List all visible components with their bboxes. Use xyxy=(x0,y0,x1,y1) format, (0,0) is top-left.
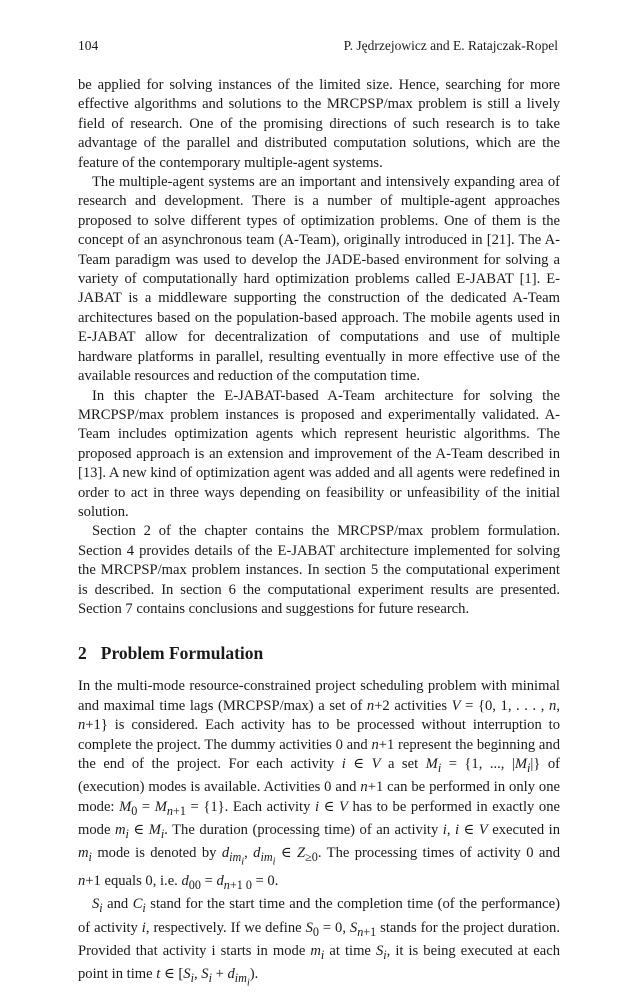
running-head-authors: P. Jędrzejowicz and E. Ratajczak-Ropel xyxy=(343,38,558,53)
paragraph: The multiple-agent systems are an important and intensively expanding area of research and development. There is a number of multiple-agent approaches proposed to solve different types of optimization problems. One of them is the concept of an asynchronous team (A-Team), originally introduced in [21]. The A-Team paradigm was used to develop the JADE-based environment for solving a variety of computationally hard optimization problems called E-JABAT [1]. E-JABAT is a middleware supporting the construction of the dedicated A-Team architectures based on the population-based approach. The mobile agents used in E-JABAT allow for decentralization of computations and use of multiple hardware platforms in parallel, resulting eventually in more effective use of the available resources and reduction of the computation time. xyxy=(78,174,560,385)
page-number: 104 xyxy=(78,38,99,53)
paragraph: Section 2 of the chapter contains the MRCPSP/max problem formulation. Section 4 provides details of the E-JABAT architecture implemented for solving the MRCPSP/max problem instances. In section 5 the computational experiment is described. In section 6 the computational experiment results are presented. Section 7 contains conclusions and suggestions for future research. xyxy=(78,523,560,617)
page-body xyxy=(78,76,560,993)
paragraph-start-completion: $S_i$ and $C_i$ stand for the start time and the completion time (of the performance) of activity i, respectively. If we define $S_0 = 0$, $S_{n+1}$ stands for the project duration. Provided that activity i starts in mode $m_i$ at time $S_i$, it is being executed at each point in time t ∈ [$S_i$, $S_i + d_{im_i}$). xyxy=(78,896,560,989)
page-header xyxy=(78,38,558,54)
paragraph: In this chapter the E-JABAT-based A-Team architecture for solving the MRCPSP/max problem instances is proposed and experimentally validated. A-Team includes optimization agents which represent heuristic algorithms. The proposed approach is an extension and improvement of the A-Team described in [13]. A new kind of optimization agent was added and all agents were redefined in order to act in three ways depending on feasibility or unfeasibility of the initial solution. xyxy=(78,387,560,520)
section-number: 2 xyxy=(78,643,87,664)
section-heading xyxy=(78,641,560,665)
paragraph: be applied for solving instances of the limited size. Hence, searching for more effective algorithms and solutions to the MRCPSP/max problem is still a lively field of research. One of the promising directions of such research is to take advantage of the parallel and distributed computation solutions, which are the feature of the contemporary multiple-agent systems. xyxy=(78,77,560,171)
paragraph-problem-definition: In the multi-mode resource-constrained project scheduling problem with minimal and maximal time lags (MRCPSP/max) a set of n+2 activities V = {0, 1, . . . , n, n+1} is considered. Each activity has to be processed without interruption to complete the project. The dummy activities 0 and n+1 represent the beginning and the end of the project. For each activity i ∈ V a set $M_i = \{1$, ..., $|M_i|$} of (execution) modes is available. Activities 0 and n+1 can be performed in only one mode: $M_0 = M_{n+1} = \{1\}$. Each activity i ∈ V has to be performed in exactly one mode $m_i$ ∈ $M_i$. The duration (processing time) of an activity i, i ∈ V executed in $m_i$ mode is denoted by $d_{im_i}$, $d_{im_i}$ ∈ $Z_{\ge 0}$. The processing times of activity 0 and n+1 equals 0, i.e. $d_{00} = d_{n+1 0} = 0$. xyxy=(78,678,560,892)
section-title: Problem Formulation xyxy=(100,643,264,664)
